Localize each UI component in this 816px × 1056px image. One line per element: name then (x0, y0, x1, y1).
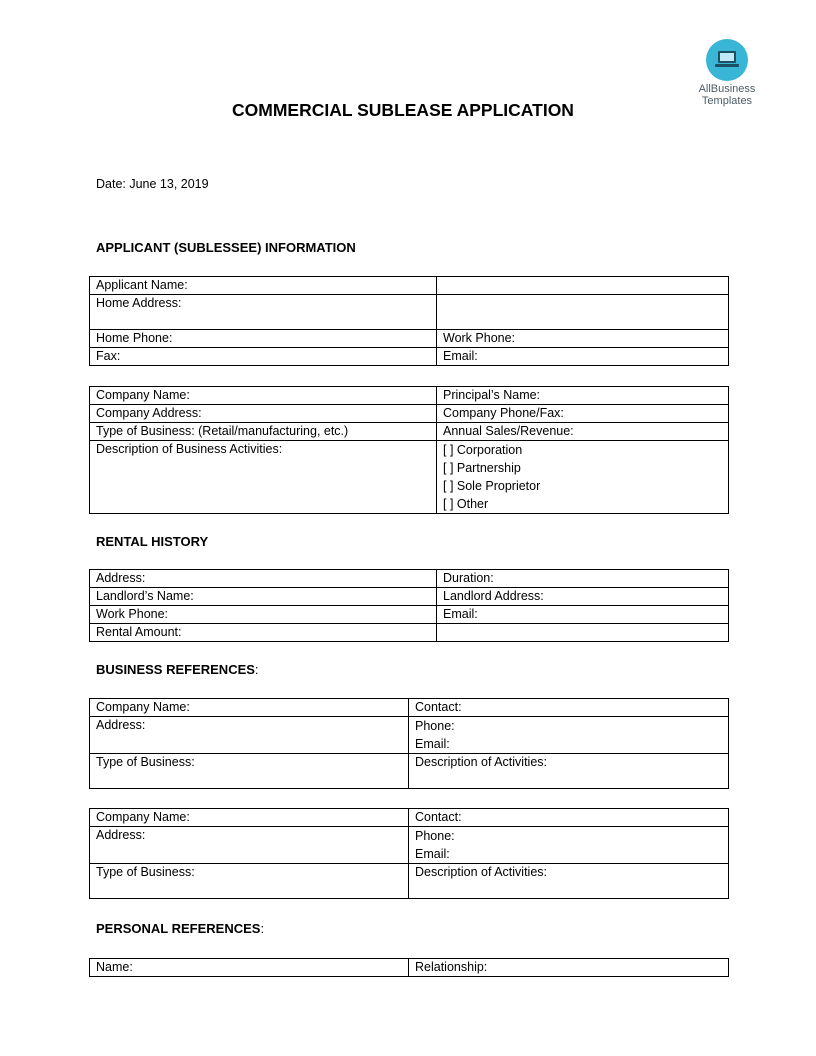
ref1-phone-email-cell (409, 717, 729, 754)
table-row (90, 699, 729, 717)
table-row (90, 295, 729, 330)
work-phone-field[interactable]: Work Phone: (437, 330, 729, 348)
rental-address-field[interactable]: Address: (90, 570, 437, 588)
personal-references-heading (96, 921, 264, 936)
ref1-email-field[interactable]: Email: (415, 737, 450, 751)
ref1-phone-field[interactable]: Phone: (415, 719, 455, 733)
ref2-phone-email-cell (409, 827, 729, 864)
rental-history-heading: RENTAL HISTORY (96, 534, 209, 549)
type-of-business-field[interactable]: Type of Business: (Retail/manufacturing, etc.) (90, 423, 437, 441)
table-row (90, 405, 729, 423)
brand-logo (694, 39, 760, 107)
ref1-type-of-business-field[interactable]: Type of Business: (90, 754, 409, 789)
ref2-contact-field[interactable]: Contact: (409, 809, 729, 827)
annual-sales-field[interactable]: Annual Sales/Revenue: (437, 423, 729, 441)
company-table (89, 386, 729, 514)
table-row (90, 959, 729, 977)
business-reference-table-1 (89, 698, 729, 789)
ref2-company-name-field[interactable]: Company Name: (90, 809, 409, 827)
fax-field[interactable]: Fax: (90, 348, 437, 366)
table-row (90, 827, 729, 864)
logo-line-2: Templates (701, 95, 753, 107)
landlord-name-field[interactable]: Landlord’s Name: (90, 588, 437, 606)
logo-line-1: AllBusiness (698, 83, 756, 95)
table-row (90, 809, 729, 827)
applicant-table (89, 276, 729, 366)
principal-name-field[interactable]: Principal’s Name: (437, 387, 729, 405)
ref1-company-name-field[interactable]: Company Name: (90, 699, 409, 717)
rental-amount-field[interactable]: Rental Amount: (90, 624, 437, 642)
duration-field[interactable]: Duration: (437, 570, 729, 588)
applicant-heading: APPLICANT (SUBLESSEE) INFORMATION (96, 240, 356, 255)
table-row (90, 387, 729, 405)
rental-history-table (89, 569, 729, 642)
laptop-icon (706, 39, 748, 81)
entity-type-options (437, 441, 729, 514)
checkbox-corporation[interactable]: [ ] Corporation (443, 443, 523, 457)
table-row (90, 588, 729, 606)
date-field[interactable]: Date: June 13, 2019 (96, 177, 209, 191)
table-row (90, 423, 729, 441)
company-address-field[interactable]: Company Address: (90, 405, 437, 423)
table-row (90, 624, 729, 642)
home-address-value[interactable] (437, 295, 729, 330)
ref2-email-field[interactable]: Email: (415, 847, 450, 861)
table-row (90, 864, 729, 899)
table-row (90, 348, 729, 366)
ref2-phone-field[interactable]: Phone: (415, 829, 455, 843)
rental-email-field[interactable]: Email: (437, 606, 729, 624)
business-references-heading (96, 662, 259, 677)
ref1-address-field[interactable]: Address: (90, 717, 409, 754)
document-title: COMMERCIAL SUBLEASE APPLICATION (232, 100, 574, 120)
applicant-name-field[interactable]: Applicant Name: (90, 277, 437, 295)
table-row (90, 330, 729, 348)
ref2-description-field[interactable]: Description of Activities: (409, 864, 729, 899)
business-reference-table-2 (89, 808, 729, 899)
table-row (90, 754, 729, 789)
business-description-field[interactable]: Description of Business Activities: (90, 441, 437, 514)
table-row (90, 441, 729, 514)
personal-name-field[interactable]: Name: (90, 959, 409, 977)
company-name-field[interactable]: Company Name: (90, 387, 437, 405)
email-field[interactable]: Email: (437, 348, 729, 366)
table-row (90, 606, 729, 624)
landlord-address-field[interactable]: Landlord Address: (437, 588, 729, 606)
business-references-title: BUSINESS REFERENCES (96, 662, 255, 677)
relationship-field[interactable]: Relationship: (409, 959, 729, 977)
home-address-field[interactable]: Home Address: (90, 295, 437, 330)
checkbox-sole-proprietor[interactable]: [ ] Sole Proprietor (443, 479, 541, 493)
checkbox-other[interactable]: [ ] Other (443, 497, 489, 511)
table-row (90, 277, 729, 295)
applicant-name-value[interactable] (437, 277, 729, 295)
company-phone-fax-field[interactable]: Company Phone/Fax: (437, 405, 729, 423)
table-row (90, 570, 729, 588)
ref1-description-field[interactable]: Description of Activities: (409, 754, 729, 789)
business-references-colon: : (254, 662, 259, 677)
personal-references-colon: : (260, 921, 265, 936)
ref2-type-of-business-field[interactable]: Type of Business: (90, 864, 409, 899)
ref2-address-field[interactable]: Address: (90, 827, 409, 864)
table-row (90, 717, 729, 754)
rental-work-phone-field[interactable]: Work Phone: (90, 606, 437, 624)
rental-amount-value[interactable] (437, 624, 729, 642)
home-phone-field[interactable]: Home Phone: (90, 330, 437, 348)
ref1-contact-field[interactable]: Contact: (409, 699, 729, 717)
personal-reference-table (89, 958, 729, 977)
checkbox-partnership[interactable]: [ ] Partnership (443, 461, 521, 475)
personal-references-title: PERSONAL REFERENCES (96, 921, 261, 936)
